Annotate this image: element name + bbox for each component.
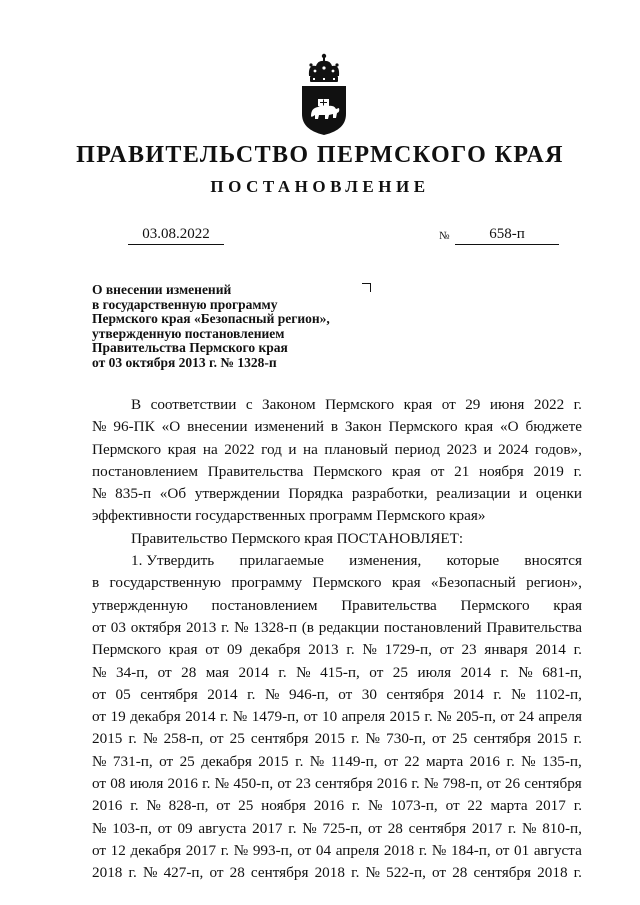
subject-line: Пермского края «Безопасный регион»,: [92, 311, 330, 327]
body-word: №: [92, 485, 107, 503]
body-word: «Безопасный: [430, 574, 516, 592]
body-word: от: [92, 708, 107, 726]
body-word: г.: [573, 797, 582, 815]
body-word: в: [330, 418, 339, 436]
body-word: 415-п,: [320, 663, 360, 681]
body-word: №: [431, 841, 447, 859]
body-word: сентября: [315, 775, 373, 793]
body-line: [92, 439, 582, 461]
body-word: №: [521, 819, 537, 837]
body-line: [92, 416, 582, 438]
body-word: №: [214, 775, 230, 793]
body-line: [92, 483, 582, 505]
number-sign: №: [439, 230, 450, 242]
body-word: сентября: [250, 730, 309, 748]
body-word: эффективности государственных программ Пермского края»: [92, 507, 486, 525]
body-word: период: [394, 440, 441, 458]
body-word: сентября: [473, 730, 532, 748]
body-line: [92, 706, 582, 728]
body-word: 1729-п,: [384, 641, 432, 659]
body-word: 2018: [383, 841, 415, 859]
body-word: края: [464, 418, 494, 436]
body-line: [92, 862, 582, 884]
body-word: Правительства: [207, 462, 304, 480]
body-word: ноября: [479, 462, 524, 480]
body-word: 96-ПК: [113, 418, 155, 436]
body-word: «О: [161, 418, 181, 436]
body-word: г.: [295, 752, 304, 770]
body-word: от: [159, 752, 174, 770]
body-line: [92, 505, 582, 527]
body-word: Пермского: [92, 440, 162, 458]
body-word: Правительства: [341, 596, 437, 614]
body-word: г.: [573, 396, 582, 413]
body-word: Правительство Пермского края ПОСТАНОВЛЯЕТ:: [131, 529, 464, 547]
body-word: 12: [110, 841, 126, 859]
body-word: и: [483, 440, 492, 458]
body-word: 835-п: [115, 485, 152, 503]
body-line: [92, 662, 582, 684]
body-word: мая: [205, 663, 229, 681]
body-word: разработки,: [351, 485, 428, 503]
body-word: изменения,: [349, 552, 422, 570]
body-word: от: [205, 641, 220, 659]
body-word: прилагаемые: [239, 552, 324, 570]
body-word: августа: [533, 841, 582, 859]
body-word: 26: [504, 775, 521, 793]
body-word: (в: [301, 618, 314, 636]
body-word: от: [500, 708, 515, 726]
body-word: Законом: [262, 396, 316, 413]
body-word: бюджете: [525, 418, 582, 436]
body-word: края: [167, 440, 197, 458]
body-word: 23: [295, 775, 311, 793]
body-word: 2014: [207, 685, 238, 703]
body-word: г.: [424, 708, 433, 726]
body-word: №: [518, 663, 533, 681]
body-word: г.: [351, 864, 360, 882]
body-word: 25: [238, 797, 254, 815]
body-word: 2014: [535, 641, 566, 659]
body-word: 450-п,: [233, 775, 274, 793]
body-word: 730-п,: [386, 730, 426, 748]
body-word: 2024: [498, 440, 529, 458]
body-word: г.: [247, 685, 256, 703]
body-word: г.: [573, 730, 582, 748]
body-word: г.: [128, 864, 137, 882]
body-line: [92, 617, 582, 639]
body-word: реализации: [436, 485, 511, 503]
body-word: внесении: [187, 418, 248, 436]
body-word: 1479-п,: [251, 708, 300, 726]
body-line: [92, 528, 582, 550]
body-word: от: [432, 864, 447, 882]
body-word: №: [92, 752, 107, 770]
body-word: 184-п,: [450, 841, 491, 859]
body-word: г.: [221, 618, 230, 636]
body-word: Пермского: [460, 596, 530, 614]
body-word: от: [367, 819, 382, 837]
body-word: декабря: [130, 841, 182, 859]
body-word: декабря: [249, 641, 301, 659]
document-number: 658-п: [455, 226, 559, 245]
body-word: 2017: [252, 819, 283, 837]
body-word: от: [209, 730, 224, 748]
body-word: №: [92, 418, 107, 436]
body-line: [92, 751, 582, 773]
body-word: 681-п,: [542, 663, 582, 681]
body-word: г.: [288, 819, 297, 837]
body-word: г.: [573, 462, 582, 480]
body-line: [92, 795, 582, 817]
body-word: от: [92, 685, 107, 703]
body-word: вносятся: [524, 552, 582, 570]
body-word: августа: [198, 819, 247, 837]
body-word: от: [441, 396, 456, 413]
body-word: постановлением: [92, 462, 199, 480]
body-word: 01: [514, 841, 530, 859]
body-word: 28: [181, 663, 197, 681]
body-word: №: [368, 797, 383, 815]
body-word: Пермского: [313, 462, 383, 480]
body-word: 731-п,: [112, 752, 153, 770]
body-word: №: [264, 685, 280, 703]
body-word: на: [303, 440, 318, 458]
body-word: 2018: [92, 864, 123, 882]
body-word: г.: [506, 752, 515, 770]
perm-krai-coat-of-arms-icon: [298, 52, 350, 136]
body-word: программу: [231, 574, 303, 592]
body-word: утверждении: [194, 485, 280, 503]
body-word: 2015: [92, 730, 123, 748]
body-word: от: [439, 641, 454, 659]
body-word: г.: [202, 775, 211, 793]
body-word: от: [486, 775, 501, 793]
body-word: г.: [351, 730, 360, 748]
body-word: 30: [361, 685, 377, 703]
body-word: постановлений: [383, 618, 482, 636]
body-word: июня: [489, 396, 525, 413]
body-word: №: [146, 797, 161, 815]
body-word: сентября: [524, 775, 582, 793]
body-word: 828-п,: [168, 797, 209, 815]
body-word: от: [338, 685, 353, 703]
body-word: января: [484, 641, 528, 659]
body-word: 1073-п,: [390, 797, 438, 815]
body-word: 2015: [389, 708, 420, 726]
body-line: [92, 639, 582, 661]
subject-line: утвержденную постановлением: [92, 325, 285, 341]
body-word: 05: [115, 685, 131, 703]
body-word: и: [519, 485, 528, 503]
government-title: ПРАВИТЕЛЬСТВО ПЕРМСКОГО КРАЯ: [76, 142, 564, 168]
body-word: края: [168, 641, 198, 659]
body-word: 810-п,: [542, 819, 582, 837]
body-word: г.: [507, 819, 517, 837]
subject-line: от 03 октября 2013 г. № 1328-п: [92, 354, 277, 370]
body-word: 2015: [537, 730, 568, 748]
body-word: с: [245, 396, 253, 413]
body-word: 23: [461, 641, 477, 659]
body-word: от: [297, 841, 312, 859]
document-type: ПОСТАНОВЛЕНИЕ: [210, 177, 430, 196]
body-word: регион»,: [526, 574, 582, 592]
body-word: 1328-п: [253, 618, 297, 636]
body-word: 2014: [185, 708, 216, 726]
body-word: 2018: [537, 864, 568, 882]
body-word: Правительства: [486, 618, 582, 636]
body-word: №: [309, 752, 325, 770]
body-word: марта: [426, 752, 464, 770]
body-word: №: [362, 641, 377, 659]
body-word: 09: [226, 641, 243, 659]
body-word: 1149-п,: [330, 752, 378, 770]
body-word: 22: [404, 752, 420, 770]
body-word: от: [277, 775, 292, 793]
body-word: год: [261, 440, 282, 458]
body-word: 1102-п,: [535, 685, 582, 703]
body-word: от: [92, 841, 107, 859]
body-word: 2013: [308, 641, 339, 659]
body-word: 03: [110, 618, 126, 636]
body-word: октября: [130, 618, 182, 636]
body-word: 25: [452, 730, 468, 748]
body-word: г.: [130, 797, 139, 815]
body-word: г.: [493, 685, 502, 703]
body-word: 19: [110, 708, 126, 726]
body-word: 2022: [224, 440, 255, 458]
body-word: №: [92, 819, 107, 837]
body-word: от: [303, 708, 318, 726]
body-word: края: [553, 596, 582, 614]
body-word: «Об: [159, 485, 187, 503]
body-line: [92, 840, 582, 862]
body-word: 25: [179, 752, 195, 770]
body-word: 993-п,: [252, 841, 293, 859]
body-word: Пермского: [92, 641, 162, 659]
body-line: [92, 572, 582, 594]
body-word: 2014: [453, 685, 484, 703]
body-word: 2016: [469, 752, 501, 770]
body-word: 09: [177, 819, 193, 837]
body-word: 103-п,: [112, 819, 152, 837]
body-line: [92, 818, 582, 840]
body-word: июля: [417, 663, 452, 681]
body-word: 798-п,: [442, 775, 483, 793]
body-word: г.: [128, 730, 137, 748]
body-word: 258-п,: [163, 730, 204, 748]
body-word: 2023: [446, 440, 477, 458]
body-word: Закон: [344, 418, 382, 436]
body-word: г.: [500, 663, 509, 681]
body-word: ноября: [261, 797, 306, 815]
subject-line: в государственную программу: [92, 296, 278, 312]
body-word: 28: [229, 864, 245, 882]
body-word: от: [369, 663, 384, 681]
body-word: 2014: [238, 663, 269, 681]
body-word: №: [521, 752, 536, 770]
body-word: от: [216, 797, 231, 815]
body-word: 34-п,: [115, 663, 149, 681]
body-word: Пермского: [388, 418, 458, 436]
body-word: г.: [220, 841, 230, 859]
body-line: [92, 461, 582, 483]
body-word: от: [157, 663, 172, 681]
body-word: г.: [220, 708, 229, 726]
body-word: г.: [346, 641, 355, 659]
body-word: края: [391, 574, 421, 592]
body-word: №: [142, 864, 158, 882]
body-word: 725-п,: [322, 819, 363, 837]
body-word: Порядка: [288, 485, 344, 503]
body-word: годов»,: [535, 440, 582, 458]
body-word: от: [432, 730, 447, 748]
body-word: сентября: [250, 864, 309, 882]
body-line: [92, 684, 582, 706]
body-word: края: [391, 462, 421, 480]
subject-line: Правительства Пермского края: [92, 340, 288, 356]
body-word: редакции: [318, 618, 380, 636]
body-word: 2015: [258, 752, 289, 770]
body-word: 28: [387, 819, 403, 837]
body-word: 2018: [314, 864, 345, 882]
body-word: декабря: [130, 708, 181, 726]
body-word: №: [437, 708, 452, 726]
body-word: сентября: [408, 819, 467, 837]
body-word: №: [511, 685, 526, 703]
body-word: сентября: [140, 685, 198, 703]
body-word: на: [202, 440, 218, 458]
body-word: которые: [446, 552, 500, 570]
body-word: г.: [573, 641, 582, 659]
body-word: 2013: [185, 618, 217, 636]
body-word: от: [92, 618, 107, 636]
body-word: г.: [411, 775, 420, 793]
body-word: №: [365, 864, 381, 882]
body-word: 25: [229, 730, 245, 748]
subject-line: О внесении изменений: [92, 282, 232, 297]
body-word: 522-п,: [386, 864, 426, 882]
body-word: 08: [110, 775, 126, 793]
body-word: №: [365, 730, 381, 748]
body-word: апреля: [538, 708, 582, 726]
body-word: от: [430, 462, 445, 480]
body-word: 1. Утвердить: [131, 552, 215, 570]
body-word: 2016: [313, 797, 345, 815]
body-word: 2017: [471, 819, 503, 837]
body-word: г.: [573, 864, 582, 882]
body-word: от: [157, 819, 172, 837]
body-word: 135-п,: [542, 752, 582, 770]
body-word: 2016: [92, 797, 123, 815]
document-body: [92, 394, 582, 885]
body-word: 24: [518, 708, 534, 726]
body-word: 2016: [167, 775, 198, 793]
body-word: «О: [500, 418, 519, 436]
body-word: №: [232, 708, 248, 726]
body-line: [92, 550, 582, 572]
body-line: [92, 595, 582, 617]
subject-corner-mark: [362, 283, 371, 292]
body-word: 10: [321, 708, 338, 726]
body-word: плановый: [324, 440, 389, 458]
body-word: №: [142, 730, 158, 748]
body-word: июля: [129, 775, 164, 793]
body-word: изменений: [254, 418, 324, 436]
body-word: 04: [315, 841, 332, 859]
body-word: в: [92, 574, 100, 592]
document-subject: [92, 283, 382, 371]
body-word: №: [302, 819, 317, 837]
body-word: В: [131, 396, 142, 413]
body-word: 2016: [376, 775, 408, 793]
body-word: от: [495, 841, 510, 859]
body-word: 2017: [185, 841, 217, 859]
body-word: апреля: [335, 841, 380, 859]
body-word: 29: [465, 396, 481, 413]
body-word: г.: [351, 797, 361, 815]
body-word: №: [423, 775, 439, 793]
body-word: 2017: [535, 797, 566, 815]
body-word: 427-п,: [163, 864, 204, 882]
document-date: 03.08.2022: [128, 226, 224, 245]
body-word: 205-п,: [456, 708, 496, 726]
body-line: [92, 773, 582, 795]
body-word: Пермского: [325, 396, 395, 413]
body-word: марта: [490, 797, 528, 815]
body-word: государственную: [109, 574, 221, 592]
body-word: 28: [452, 864, 468, 882]
body-word: от: [383, 752, 398, 770]
body-word: сентября: [386, 685, 444, 703]
body-word: 2019: [533, 462, 564, 480]
body-word: Пермского: [312, 574, 382, 592]
body-word: от: [209, 864, 224, 882]
body-word: №: [296, 663, 311, 681]
body-word: и: [288, 440, 297, 458]
body-word: края: [403, 396, 433, 413]
body-word: 22: [467, 797, 483, 815]
body-word: №: [233, 841, 249, 859]
body-word: №: [92, 663, 107, 681]
body-word: 21: [454, 462, 470, 480]
body-word: сентября: [473, 864, 532, 882]
body-word: г.: [278, 663, 287, 681]
body-word: утвержденную: [92, 596, 188, 614]
body-word: от: [445, 797, 460, 815]
body-line: [92, 728, 582, 750]
body-word: постановлением: [211, 596, 318, 614]
body-word: декабря: [201, 752, 252, 770]
body-word: 2015: [314, 730, 345, 748]
body-word: от: [92, 775, 107, 793]
body-word: г.: [418, 841, 428, 859]
body-line: [92, 394, 582, 416]
body-word: 946-п,: [288, 685, 329, 703]
body-word: №: [234, 618, 249, 636]
body-word: соответствии: [150, 396, 237, 413]
body-word: 2022: [533, 396, 565, 413]
body-word: 25: [392, 663, 408, 681]
body-word: оценки: [535, 485, 582, 503]
body-word: 2014: [460, 663, 491, 681]
body-word: апреля: [341, 708, 386, 726]
